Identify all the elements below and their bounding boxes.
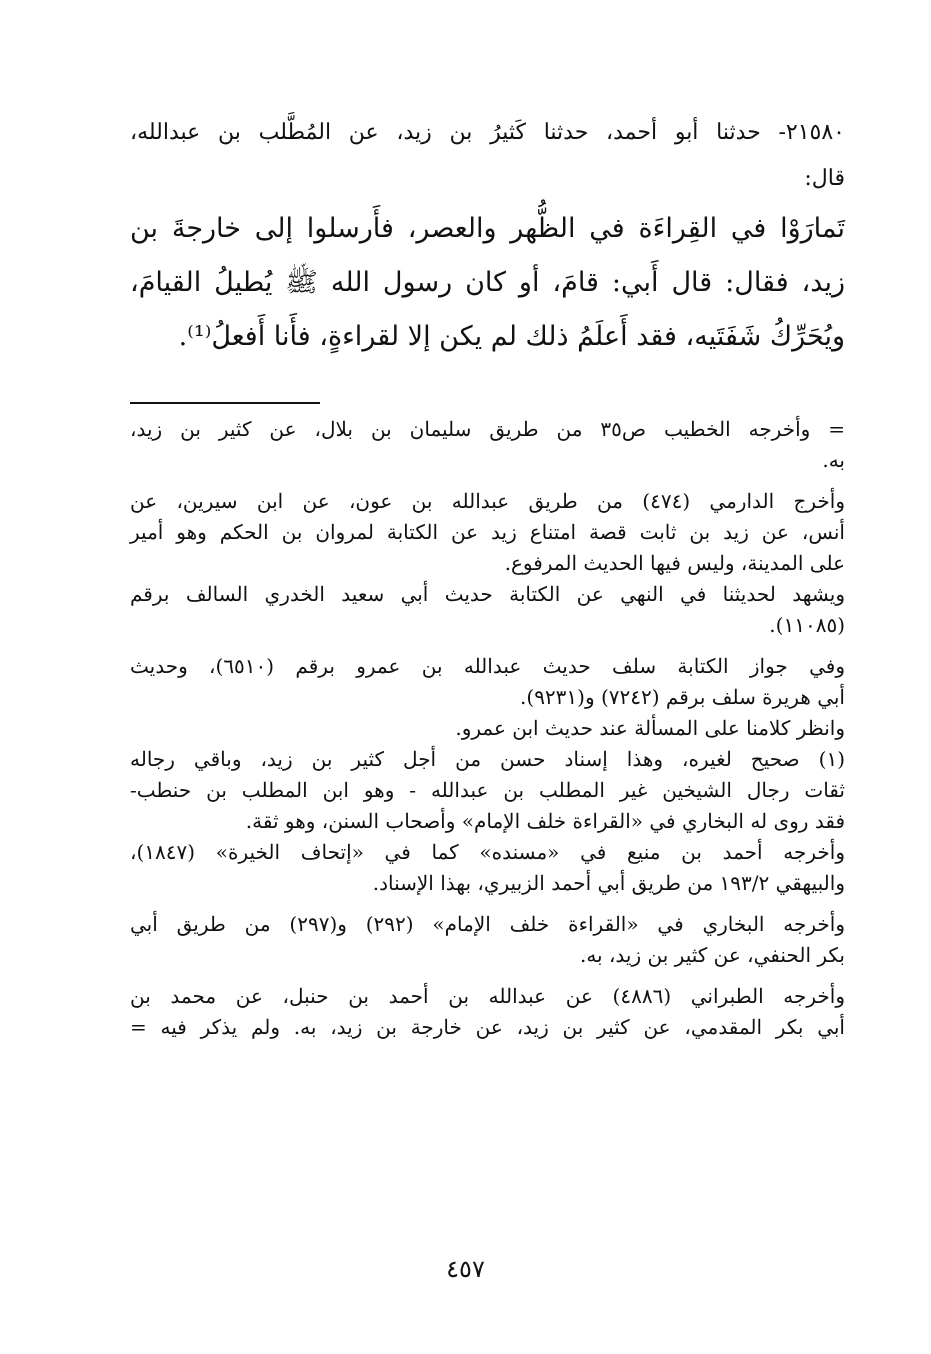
- footnote-line: (١١٠٨٥).: [769, 613, 845, 637]
- hadith-heading: [130, 110, 845, 202]
- footnote-line: وأخرجه أحمد بن منيع في «مسنده» كما في «إتحاف الخيرة» (١٨٤٧)،: [130, 840, 845, 864]
- hadith-isnad-line: ٢١٥٨٠- حدثنا أبو أحمد، حدثنا كَثيرُ بن زيد، عن المُطَّلب بن عبدالله،: [130, 120, 845, 145]
- hadith-text: [130, 202, 845, 364]
- footnote-line: على المدينة، وليس فيها الحديث المرفوع.: [504, 551, 845, 575]
- footnote-line: والبيهقي ١٩٣/٢ من طريق أبي أحمد الزبيري، بهذا الإسناد.: [372, 871, 845, 895]
- footnote-line: (١) صحيح لغيره، وهذا إسناد حسن من أجل كثير بن زيد، وباقي رجاله: [130, 747, 845, 771]
- hadith-qala-line: قال:: [804, 166, 845, 191]
- footnote-line: ويشهد لحديثنا في النهي عن الكتابة حديث أبي سعيد الخدري السالف برقم: [130, 582, 845, 606]
- footnote-line: وأخرجه الطبراني (٤٨٨٦) عن عبدالله بن أحمد بن حنبل، عن محمد بن: [130, 984, 845, 1008]
- footnote-line: أبي بكر المقدمي، عن كثير بن زيد، عن خارجة بن زيد، به. ولم يذكر فيه =: [130, 1015, 845, 1039]
- footnote-line: به.: [822, 448, 845, 472]
- footnote-line: وأخرج الدارمي (٤٧٤) من طريق عبدالله بن عون، عن ابن سيرين، عن: [130, 489, 845, 513]
- footnote-line: ثقات رجال الشيخين غير المطلب بن عبدالله - وهو ابن المطلب بن حنطب-: [130, 778, 845, 802]
- page-body: [130, 110, 845, 1043]
- footnote-line: وأخرجه البخاري في «القراءة خلف الإمام» (٢٩٢) و(٢٩٧) من طريق أبي: [130, 912, 845, 936]
- hadith-text-line: ويُحَرِّكُ شَفَتَيه، فقد أَعلَمُ ذلك لم يكن إلا لقراءةٍ، فأَنا أَفعلُ⁽¹⁾.: [178, 321, 845, 352]
- footnote-line: وفي جواز الكتابة سلف حديث عبدالله بن عمرو برقم (٦٥١٠)، وحديث: [130, 654, 845, 678]
- hadith-text-line: زيد، فقال: قال أَبي: قامَ، أو كان رسول الله ﷺ يُطيلُ القيامَ،: [130, 267, 845, 298]
- footnote-line: بكر الحنفي، عن كثير بن زيد، به.: [579, 943, 845, 967]
- footnote-line: = وأخرجه الخطيب ص٣٥ من طريق سليمان بن بلال، عن كثير بن زيد،: [130, 417, 845, 441]
- footnote-line: فقد روى له البخاري في «القراءة خلف الإمام» وأصحاب السنن، وهو ثقة.: [245, 809, 845, 833]
- footnote-line: أنس، عن زيد بن ثابت قصة امتناع زيد عن الكتابة لمروان بن الحكم وهو أمير: [130, 520, 845, 544]
- hadith-text-line: تَمارَوْا في القِراءَة في الظُّهر والعصر، فأَرسلوا إلى خارجةَ بن: [130, 213, 845, 244]
- page-number: ٤٥٧: [446, 1255, 485, 1283]
- footnote-divider: [130, 402, 320, 404]
- footnote-line: أبي هريرة سلف برقم (٧٢٤٢) و(٩٢٣١).: [520, 685, 845, 709]
- footnotes: [130, 414, 845, 1043]
- footnote-line: وانظر كلامنا على المسألة عند حديث ابن عمرو.: [455, 716, 845, 740]
